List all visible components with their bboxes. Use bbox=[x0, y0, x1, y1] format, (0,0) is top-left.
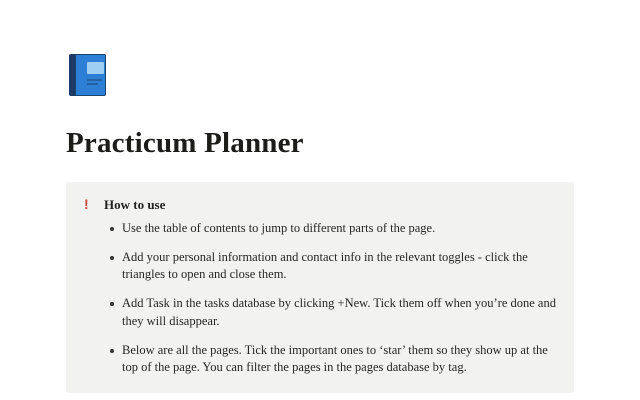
book-cover bbox=[75, 54, 106, 96]
callout-heading: How to use bbox=[104, 196, 166, 212]
book-line bbox=[87, 83, 98, 85]
page-icon[interactable] bbox=[66, 52, 112, 98]
book-line bbox=[87, 79, 102, 81]
list-item: Add Task in the tasks database by clicking +New. Tick them off when you’re done and they will disappear. bbox=[104, 295, 556, 331]
callout-block bbox=[66, 182, 574, 393]
list-item: Use the table of contents to jump to different parts of the page. bbox=[104, 220, 556, 238]
callout-body bbox=[100, 196, 556, 377]
list-item: Add your personal information and contact info in the relevant toggles - click the triangles to open and close them. bbox=[104, 249, 556, 285]
window-left-edge bbox=[0, 0, 8, 400]
list-item: Below are all the pages. Tick the important ones to ‘star’ them so they show up at the top of the page. You can filter the pages in the pages database by tag. bbox=[104, 342, 556, 378]
window-right-edge bbox=[632, 0, 640, 400]
book-label bbox=[87, 62, 104, 74]
page-title[interactable]: Practicum Planner bbox=[66, 127, 304, 159]
red-exclamation-icon: ! bbox=[84, 195, 89, 212]
how-to-use-list bbox=[104, 220, 556, 377]
blue-notebook-icon bbox=[69, 54, 109, 96]
